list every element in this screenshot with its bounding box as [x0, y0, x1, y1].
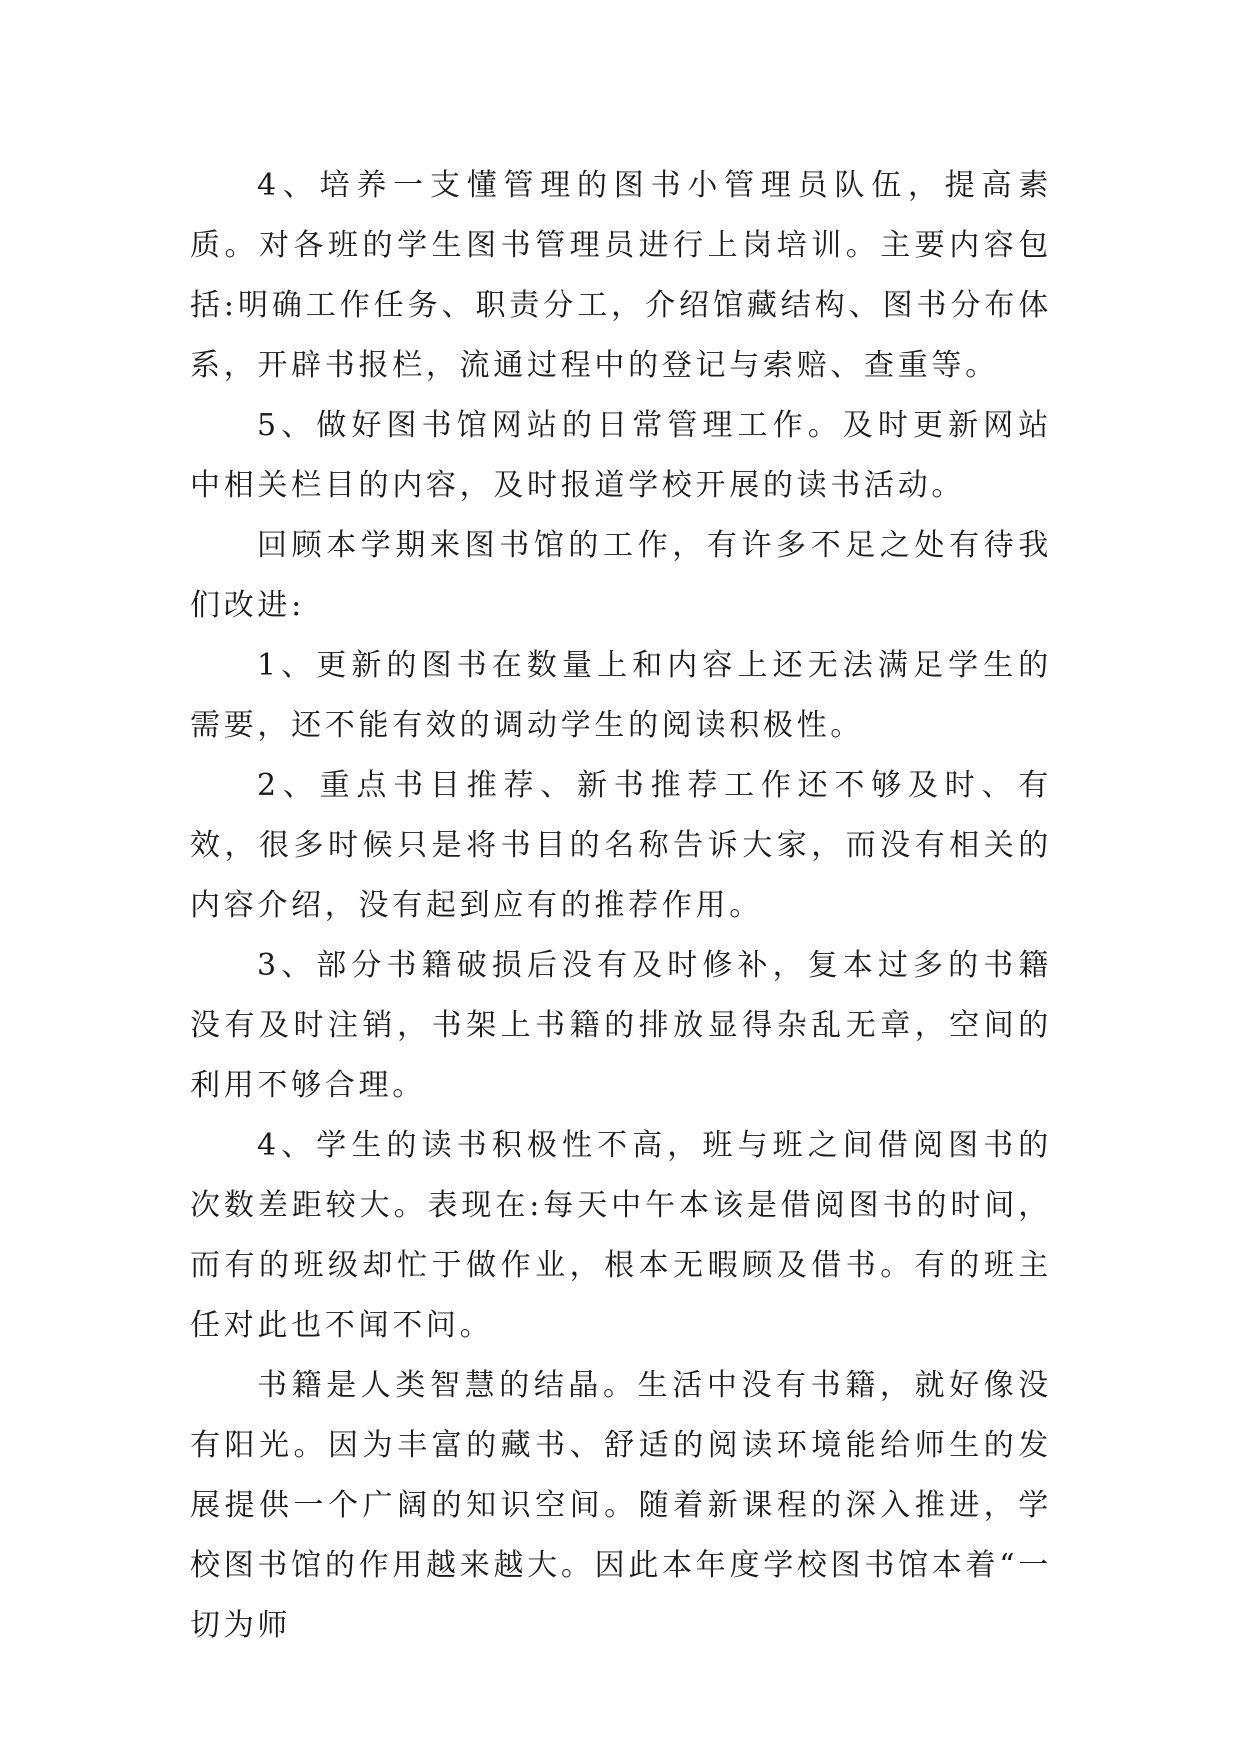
paragraph-issue-reading-enthusiasm: 4、学生的读书积极性不高，班与班之间借阅图书的次数差距较大。表现在:每天中午本该是借阅图书的时间，而有的班级却忙于做作业，根本无暇顾及借书。有的班主任对此也不闻不问。	[190, 1128, 1052, 1343]
paragraph-library-website: 5、做好图书馆网站的日常管理工作。及时更新网站中相关栏目的内容，及时报道学校开展的读书活动。	[190, 408, 1052, 503]
paragraph-issue-new-books: 1、更新的图书在数量上和内容上还无法满足学生的需要，还不能有效的调动学生的阅读积极性。	[190, 648, 1052, 743]
document-body	[190, 156, 1052, 1656]
paragraph-books-wisdom: 书籍是人类智慧的结晶。生活中没有书籍，就好像没有阳光。因为丰富的藏书、舒适的阅读环境能给师生的发展提供一个广阔的知识空间。随着新课程的深入推进，学校图书馆的作用越来越大。因此本年度学校图书馆本着“一切为师	[190, 1368, 1052, 1643]
paragraph-issue-damaged-books: 3、部分书籍破损后没有及时修补，复本过多的书籍没有及时注销，书架上书籍的排放显得杂乱无章，空间的利用不够合理。	[190, 948, 1052, 1103]
paragraph-librarian-training: 4、培养一支懂管理的图书小管理员队伍，提高素质。对各班的学生图书管理员进行上岗培训。主要内容包括:明确工作任务、职责分工，介绍馆藏结构、图书分布体系，开辟书报栏，流通过程中的登记与索赔、查重等。	[190, 168, 1052, 383]
paragraph-issue-recommendations: 2、重点书目推荐、新书推荐工作还不够及时、有效，很多时候只是将书目的名称告诉大家，而没有相关的内容介绍，没有起到应有的推荐作用。	[190, 768, 1052, 923]
paragraph-review-intro: 回顾本学期来图书馆的工作，有许多不足之处有待我们改进:	[190, 528, 1052, 623]
